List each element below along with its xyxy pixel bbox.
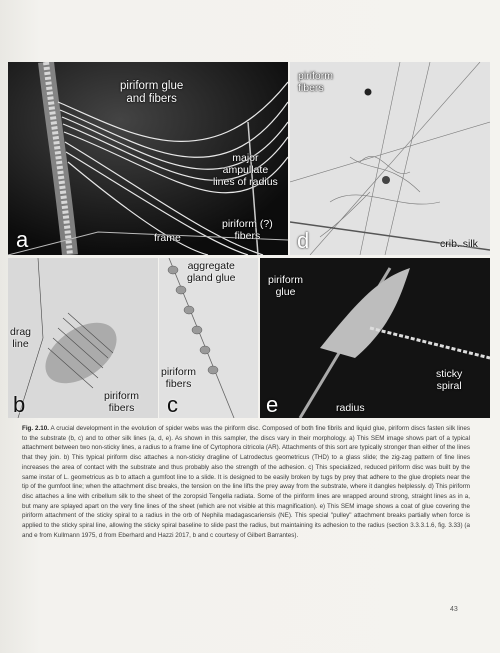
panel-letter-d: d: [297, 228, 310, 253]
label-crib-silk: crib. silk: [440, 238, 478, 250]
label-drag-line: drag line: [10, 326, 32, 350]
panel-letter-a: a: [16, 227, 29, 252]
figure-panel-e: [260, 258, 490, 418]
label-frame: frame: [154, 232, 181, 244]
panel-letter-b: b: [13, 392, 26, 417]
label-radius: radius: [336, 402, 365, 414]
label-major-ampullate: major ampullate lines of radius: [213, 152, 278, 188]
label-aggregate: aggregate gland glue: [187, 260, 236, 284]
label-piriform-fibers: piriform (?) fibers: [222, 218, 273, 242]
panel-letter-e: e: [266, 392, 279, 417]
caption-text: A crucial development in the evolution of spider webs was the piriform disc. Composed of both fine fibrils and liquid glue, piriform discs fasten silk lines to the substrate (b, c) and to other silk lines (a, d, e). As shown in this sampler, the discs vary in their morphology. a) This SEM image shows part of a typical attachment between two non-sticky lines, a radius to a frame line of Cyrtophora citricola (AR). Attachments of this sort are typically stronger than either of the lines that they join. b) This typical piriform disc attaches a non-sticky dragline of Latrodectus geometricus (THD) to a glass slide; the zig-zag pattern of fine lines increases the area of contact with the substrate and thus probably also the strength of the adhesion. c) This specialized, reduced piriform disc was built by the same instar of L. geometricus as b to attach a gumfoot line to a slide. It is designed to be easily broken by tugs by prey that adhere to the glue droplets near the tip of the gumfoot line; when the attachment disc breaks, the tension on the line lifts the prey away from the substrate, where it dangles helplessly. d) This piriform disc attaches a line with cribellum silk to the sheet of the zoropsid Tengella radiata. Some of the piriform lines are wrapped around strong, straight lines as in a, but many are splayed apart on the very fine lines of the sheet (which are not visible at this magnification). e) This SEM image shows a coat of glue covering the piriform attachment of the sticky spiral to a radius in the orb of Nephila madagascariensis (NE). This special "pulley" attachment breaks partially when force is applied to the sticky spiral line, allowing the sticky spiral baseline to slide past the radius, but maintaining its adhesion to the radius (section 3.3.3.1.6, fig. 3.33) (a and e from Kullmann 1975, d from Eberhard and Hazzi 2017, b and c courtesy of Gilbert Barrantes).: [22, 425, 470, 539]
figure-panel-b: [8, 258, 158, 418]
label-piriform-fibers-d: piriform fibers: [298, 70, 334, 94]
label-piriform-fibers-b: piriform fibers: [104, 390, 140, 414]
figure-panel-a: [8, 62, 288, 255]
panel-letter-c: c: [167, 392, 178, 417]
label-piriform-glue: piriform glue and fibers: [120, 80, 184, 105]
page-number: 43: [450, 606, 458, 613]
label-sticky-spiral: sticky spiral: [436, 368, 463, 392]
figure-caption: [22, 424, 470, 540]
label-piriform-glue-e: piriform glue: [268, 274, 304, 298]
figure-panel-c: [159, 258, 258, 418]
caption-label: Fig. 2.10.: [22, 425, 49, 432]
figure-panel-d: [290, 62, 490, 255]
label-piriform-fibers-c: piriform fibers: [161, 366, 197, 390]
